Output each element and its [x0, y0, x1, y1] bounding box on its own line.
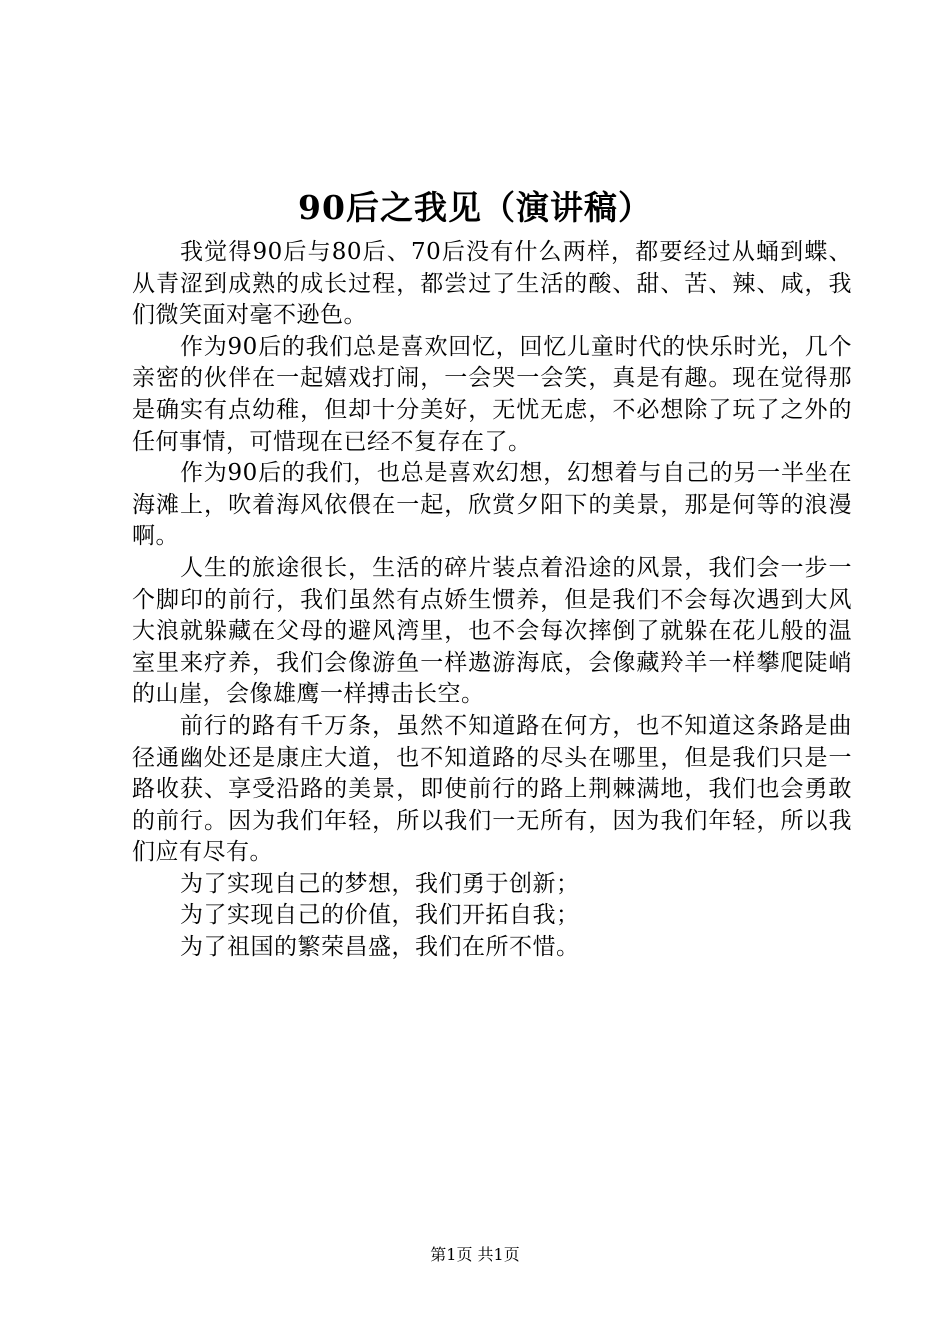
paragraph-7: 为了实现自己的价值，我们开拓自我； [180, 902, 580, 929]
paragraph-8: 为了祖国的繁荣昌盛，我们在所不惜。 [180, 934, 580, 961]
paragraph-4: 人生的旅途很长，生活的碎片装点着沿途的风景，我们会一步一个脚印的前行，我们虽然有点娇生惯养，但是我们不会每次遇到大风大浪就躲藏在父母的避风湾里，也不会每次摔倒了就躲在花儿般的温室里来疗养，我们会像游鱼一样遨游海底，会像藏羚羊一样攀爬陡峭的山崖，会像雄鹰一样搏击长空。 [132, 554, 852, 708]
paragraph-5: 前行的路有千万条，虽然不知道路在何方，也不知道这条路是曲径通幽处还是康庄大道，也不知道路的尽头在哪里，但是我们只是一路收获、享受沿路的美景，即使前行的路上荆棘满地，我们也会勇敢的前行。因为我们年轻，所以我们一无所有，因为我们年轻，所以我们应有尽有。 [132, 712, 852, 866]
paragraph-3: 作为90后的我们，也总是喜欢幻想，幻想着与自己的另一半坐在海滩上，吹着海风依偎在一起，欣赏夕阳下的美景，那是何等的浪漫啊。 [132, 460, 852, 550]
paragraph-6: 为了实现自己的梦想，我们勇于创新； [180, 870, 580, 897]
paragraph-1: 我觉得90后与80后、70后没有什么两样，都要经过从蛹到蝶、从青涩到成熟的成长过程，都尝过了生活的酸、甜、苦、辣、咸，我们微笑面对毫不逊色。 [132, 239, 852, 329]
page-number-footer: 第1页 共1页 [430, 1245, 520, 1264]
document-body [132, 237, 852, 964]
document-title: 90后之我见（演讲稿） [298, 188, 652, 227]
paragraph-2: 作为90后的我们总是喜欢回忆，回忆儿童时代的快乐时光，几个亲密的伙伴在一起嬉戏打闹，一会哭一会笑，真是有趣。现在觉得那是确实有点幼稚，但却十分美好，无忧无虑，不必想除了玩了之外的任何事情，可惜现在已经不复存在了。 [132, 333, 852, 455]
